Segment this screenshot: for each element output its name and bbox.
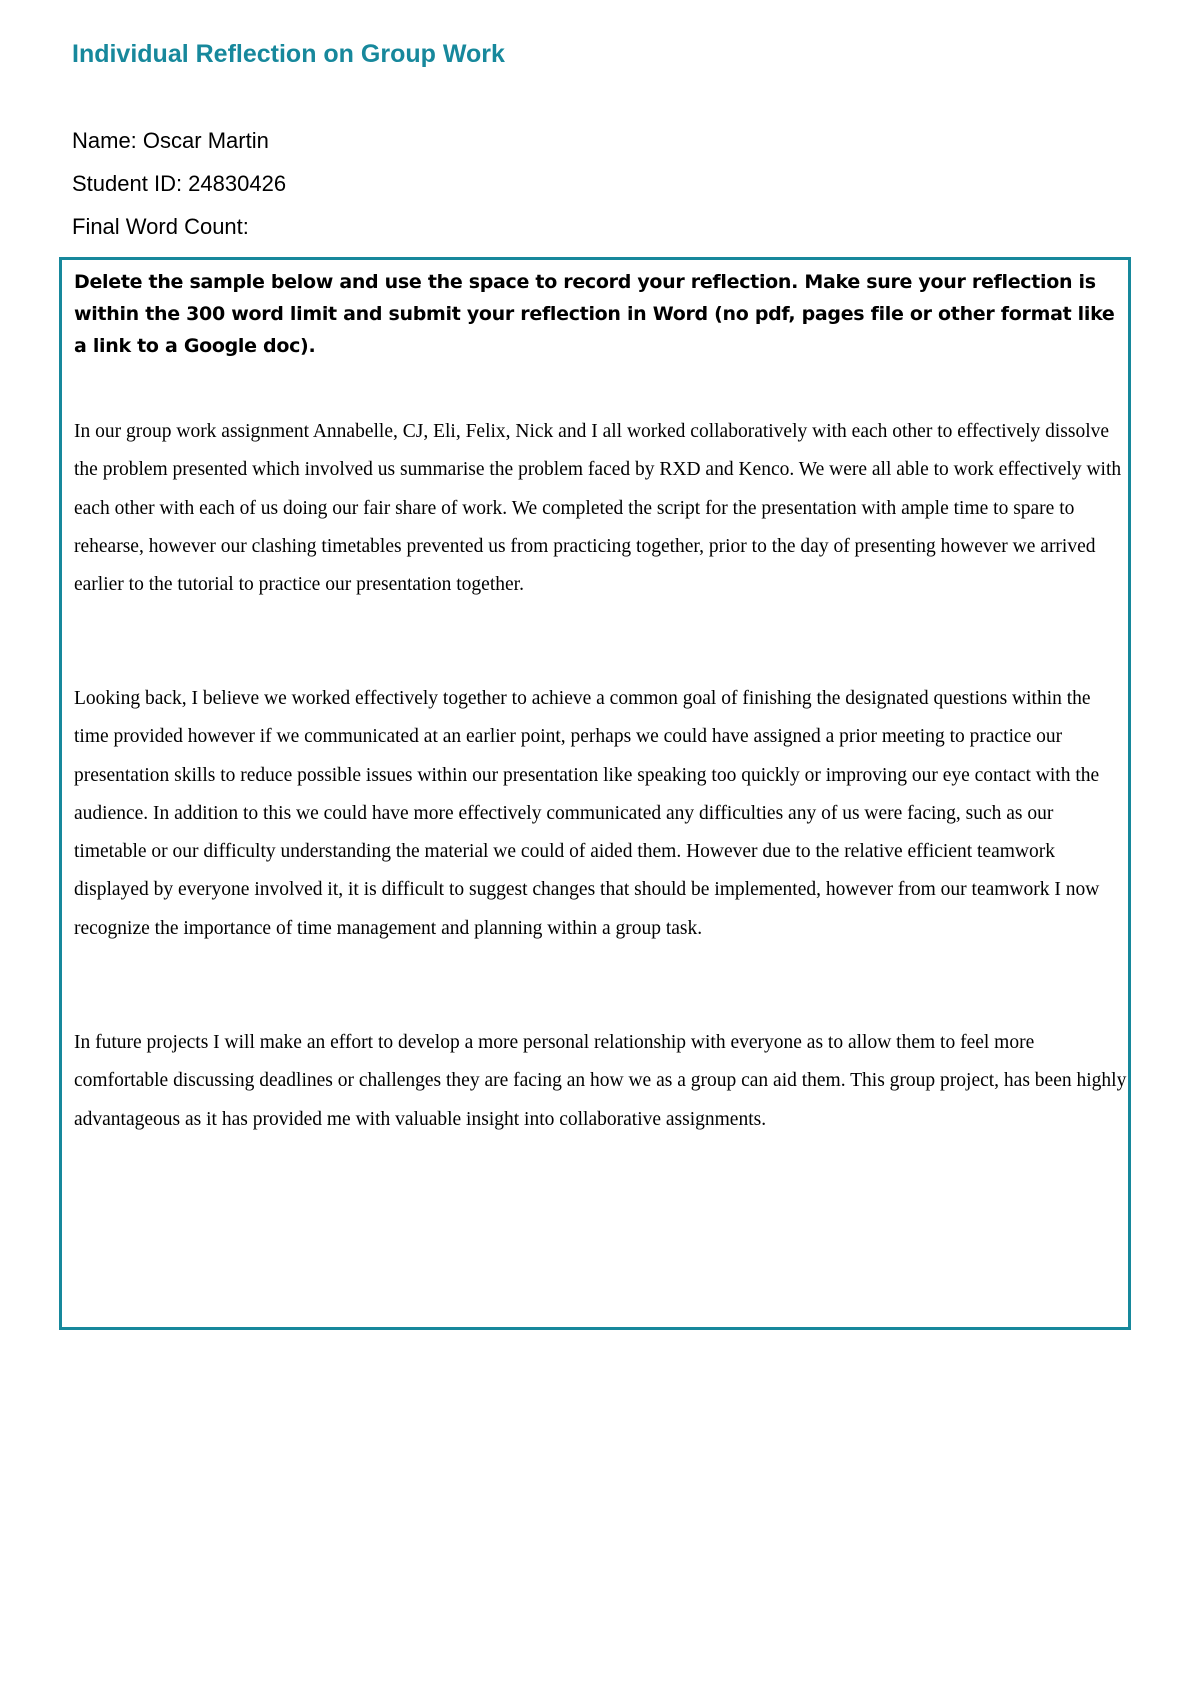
final-word-count: Final Word Count:: [72, 214, 249, 239]
reflection-paragraph-1: In our group work assignment Annabelle, CJ, Eli, Felix, Nick and I all worked collaboratively with each other to effectively dissolve the problem presented which involved us summarise the problem faced by RXD and Kenco. We were all able to work effectively with each other with each of us doing our fair share of work. We completed the script for the presentation with ample time to spare to rehearse, however our clashing timetables prevented us from practicing together, prior to the day of presenting however we arrived earlier to the tutorial to practice our presentation together.: [74, 421, 1122, 596]
instruction-text: Delete the sample below and use the space to record your reflection. Make sure your reflection is within the 300 word limit and submit your reflection in Word (no pdf, pages file or other format like a link to a Google doc).: [74, 271, 1115, 357]
student-id: Student ID: 24830426: [72, 171, 287, 196]
reflection-paragraph-2: Looking back, I believe we worked effectively together to achieve a common goal of finishing the designated questions within the time provided however if we communicated at an earlier point, perhaps we could have assigned a prior meeting to practice our presentation skills to reduce possible issues within our presentation like speaking too quickly or improving our eye contact with the audience. In addition to this we could have more effectively communicated any difficulties any of us were facing, such as our timetable or our difficulty understanding the material we could of aided them. However due to the relative efficient teamwork displayed by everyone involved it, it is difficult to suggest changes that should be implemented, however from our teamwork I now recognize the importance of time management and planning within a group task.: [74, 688, 1100, 939]
reflection-paragraph-3: In future projects I will make an effort to develop a more personal relationship with everyone as to allow them to feel more comfortable discussing deadlines or challenges they are facing an how we as a group can aid them. This group project, has been highly advantageous as it has provided me with valuable insight into collaborative assignments.: [74, 1032, 1127, 1130]
page-title: Individual Reflection on Group Work: [72, 40, 505, 68]
reflection-box[interactable]: [59, 257, 1131, 1330]
student-name: Name: Oscar Martin: [72, 128, 269, 153]
